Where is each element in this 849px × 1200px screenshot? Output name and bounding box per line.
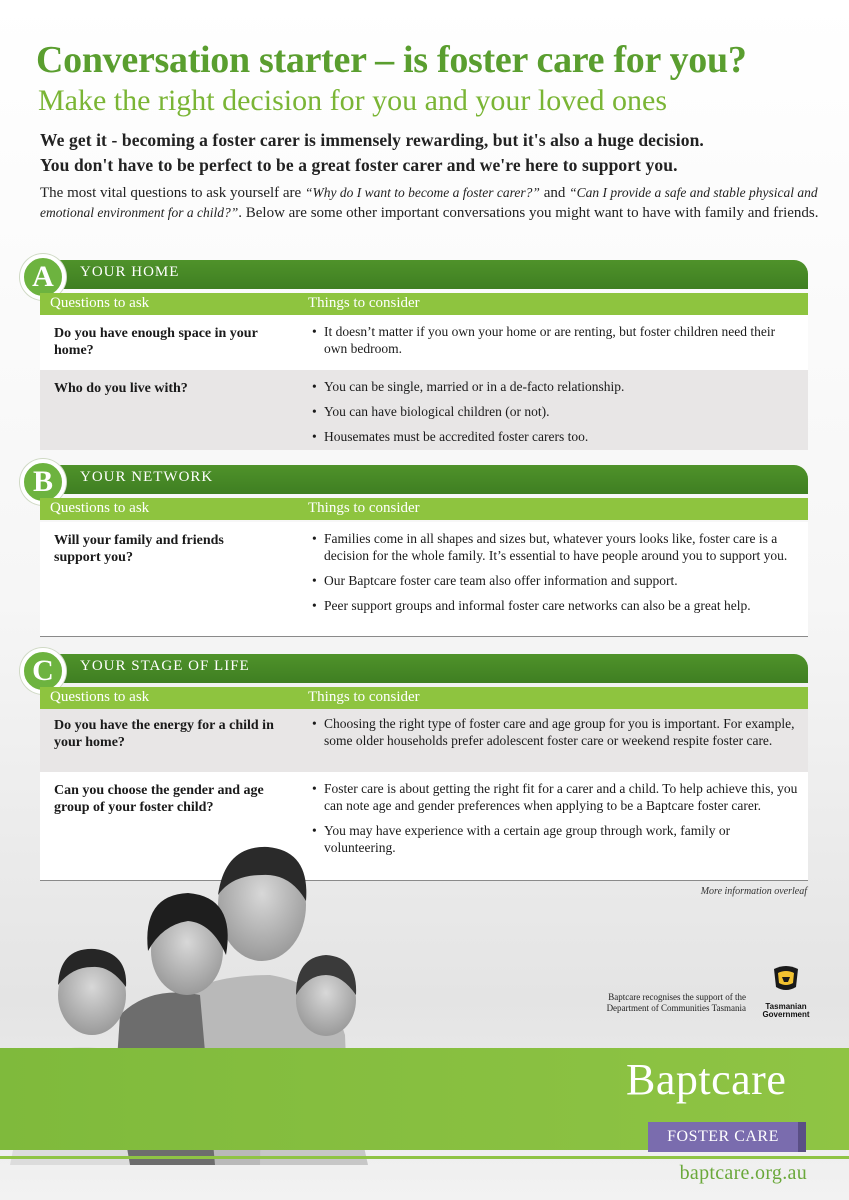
more-info-note: More information overleaf [700, 886, 807, 897]
row-points [310, 378, 800, 453]
baptcare-logo: Baptcare [626, 1055, 787, 1104]
support-acknowledgement [556, 992, 746, 1014]
section-letter-badge: B [20, 459, 66, 505]
row-question: Will your family and friends support you? [54, 533, 224, 565]
list-item: • Our Baptcare foster care team also offer information and support. [310, 572, 800, 589]
list-item: • You may have experience with a certain age group through work, family or volunteering. [310, 822, 800, 856]
list-item: • You can be single, married or in a de-facto relationship. [310, 378, 800, 395]
column-header-questions: Questions to ask [50, 500, 150, 516]
column-header-consider: Things to consider [308, 500, 420, 516]
table-row [40, 709, 808, 772]
gov-line-2: Government [762, 1010, 810, 1019]
list-item: • Choosing the right type of foster care and age group for you is important. For example, some older households prefer adolescent foster care or weekend respite foster care. [310, 715, 800, 749]
list-item: • Housemates must be accredited foster carers too. [310, 428, 800, 445]
column-header-row [40, 293, 808, 315]
row-points [310, 715, 800, 757]
lead-line-1: We get it - becoming a foster carer is immensely rewarding, but it's also a huge decision. [40, 130, 704, 150]
section-header-bar [40, 654, 808, 683]
column-header-row [40, 687, 808, 709]
gov-line-1: Tasmanian [765, 1002, 807, 1011]
column-header-consider: Things to consider [308, 689, 420, 705]
intro-text-a: The most vital questions to ask yourself are [40, 185, 305, 201]
row-question: Can you choose the gender and age group of your foster child? [54, 783, 264, 815]
table-row [40, 315, 808, 370]
column-header-questions: Questions to ask [50, 295, 150, 311]
lead-line-2: You don't have to be perfect to be a great foster carer and we're here to support you. [40, 155, 678, 175]
page-subtitle: Make the right decision for you and your loved ones [38, 84, 668, 117]
table-row [40, 522, 808, 636]
list-item: • Families come in all shapes and sizes but, whatever yours looks like, foster care is a decision for the whole family. It’s essential to have people around you to support you. [310, 530, 800, 564]
page-title: Conversation starter – is foster care for you? [36, 39, 747, 81]
column-header-questions: Questions to ask [50, 689, 150, 705]
section-title: YOUR STAGE OF LIFE [80, 658, 250, 674]
section-divider [40, 636, 808, 637]
section-header-bar [40, 260, 808, 289]
column-header-row [40, 498, 808, 520]
intro-question-1: “Why do I want to become a foster carer?” [304, 185, 540, 200]
section-header-bar [40, 465, 808, 494]
footer-divider [0, 1156, 849, 1159]
row-question: Do you have enough space in your home? [54, 326, 258, 358]
row-points [310, 323, 800, 365]
intro-text-b: and [539, 185, 570, 201]
section-title: YOUR NETWORK [80, 469, 214, 485]
section-title: YOUR HOME [80, 264, 180, 280]
support-line-1: Baptcare recognises the support of the [608, 992, 746, 1002]
section-your-home [32, 260, 808, 450]
support-line-2: Department of Communities Tasmania [606, 1003, 746, 1013]
list-item: • Foster care is about getting the right fit for a carer and a child. To help achieve this, you can note age and gender preferences when applying to be a Baptcare foster carer. [310, 780, 800, 814]
list-item: • You can have biological children (or not). [310, 403, 800, 420]
government-logo-text [754, 1003, 818, 1019]
list-item: • It doesn’t matter if you own your home or are renting, but foster children need their own bedroom. [310, 323, 800, 357]
intro-paragraph [40, 183, 825, 223]
column-header-consider: Things to consider [308, 295, 420, 311]
section-your-network [32, 465, 808, 637]
section-letter-badge: A [20, 254, 66, 300]
table-row [40, 370, 808, 450]
list-item: • Peer support groups and informal foster care networks can also be a great help. [310, 597, 800, 614]
foster-care-tag: FOSTER CARE [648, 1122, 798, 1152]
row-points [310, 530, 800, 622]
row-question: Do you have the energy for a child in your home? [54, 718, 274, 750]
row-question: Who do you live with? [54, 381, 188, 396]
intro-question-2: “Can I provide a safe and stable physical and emotional environment for a child?” [40, 185, 818, 220]
intro-text-c: . Below are some other important conversations you might want to have with family and friends. [238, 205, 819, 221]
website-link[interactable]: baptcare.org.au [679, 1162, 807, 1184]
section-letter-badge: C [20, 648, 66, 694]
lead-paragraph [40, 128, 820, 178]
